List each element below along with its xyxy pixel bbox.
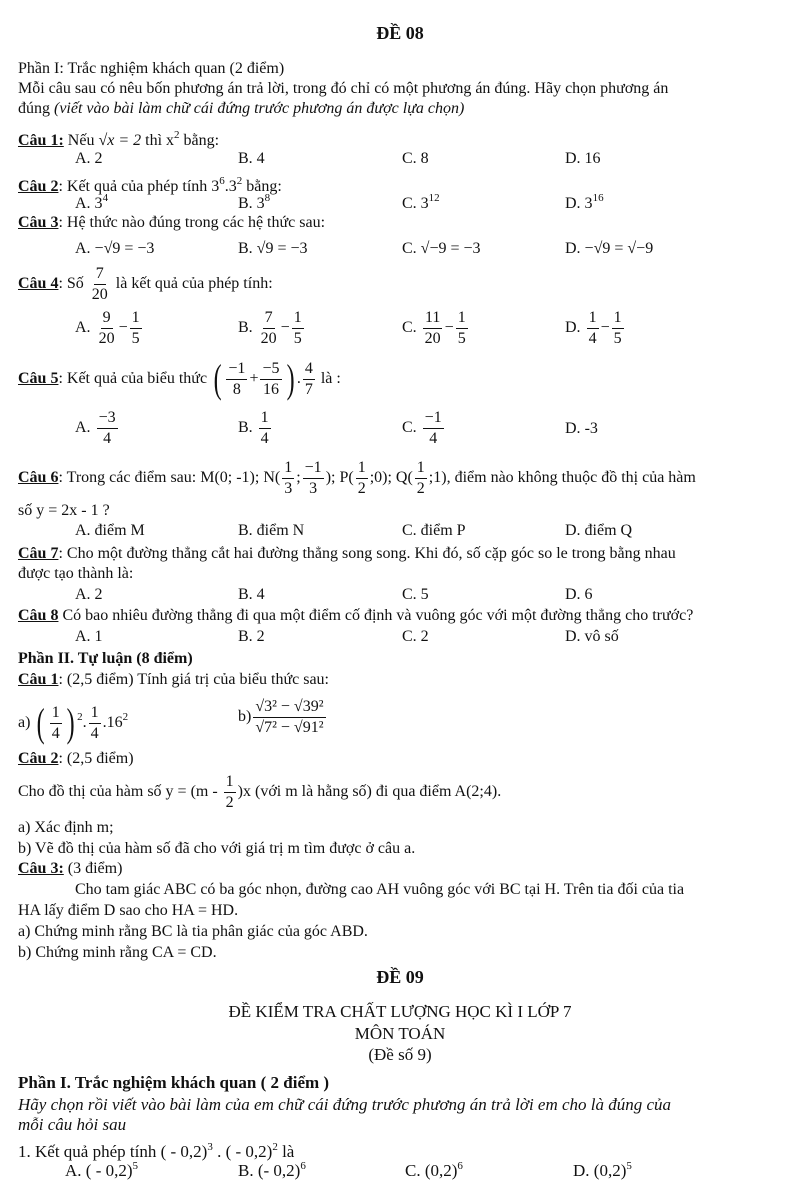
- de09-q1-option-b: B. (- 0,2)$^6$: [238, 1160, 306, 1180]
- q7-option-c: C. 5: [402, 586, 429, 603]
- question-6: Câu 6: Trong các điểm sau: M(0; -1); N( $\frac{1}{3}$ ; $\frac{-1}{3}$ ); P( $\frac{1}{2}$ ;0); Q( $\frac{1}{2}$ ;1), điểm nào không thuộc đồ thị của hàm: [18, 458, 696, 497]
- q2-option-b: B. $3^8$: [238, 192, 271, 212]
- essay-1-part-a: a) ( $\frac{1}{4}$ ) $^2$. $\frac{1}{4}$ $.16^2$: [18, 700, 129, 746]
- q4-option-a: A. $\frac{9}{20}$ − $\frac{1}{5}$: [75, 309, 140, 347]
- part2-heading: Phần II. Tự luận (8 điểm): [18, 650, 193, 667]
- exam-subject: MÔN TOÁN: [354, 1024, 446, 1043]
- q1-option-a: A. 2: [75, 150, 103, 167]
- q3-option-c: C. √−9 = −3: [402, 240, 481, 257]
- q8-option-d: D. vô số: [565, 628, 619, 645]
- de09-part1-heading: Phần I. Trắc nghiệm khách quan ( 2 điểm ): [18, 1073, 330, 1092]
- q8-option-c: C. 2: [402, 628, 429, 645]
- q6-option-a: A. điểm M: [75, 522, 145, 539]
- essay-2-statement: Cho đồ thị của hàm số y = (m - $\frac{1}{2}$ )x (với m là hằng số) đi qua điểm A(2;4).: [18, 773, 502, 811]
- q6-option-d: D. điểm Q: [565, 522, 633, 539]
- q6-option-b: B. điểm N: [238, 522, 305, 539]
- de09-question-1: 1. Kết quả phép tính ( - 0,2)$^3$ . ( - 0,2)$^2$ là: [18, 1141, 295, 1161]
- q3-option-b: B. √9 = −3: [238, 240, 308, 257]
- question-8: Câu 8 Có bao nhiêu đường thẳng đi qua một điểm cố định và vuông góc với một đường thẳng cho trước?: [18, 607, 694, 624]
- q8-option-b: B. 2: [238, 628, 265, 645]
- essay-3-line2: HA lấy điểm D sao cho HA = HD.: [18, 902, 239, 919]
- de09-intro: Hãy chọn rồi viết vào bài làm của em chữ cái đứng trước phương án trả lời em cho là đúng của: [18, 1095, 672, 1114]
- essay-2-part-a: a) Xác định m;: [18, 819, 114, 836]
- q4-option-d: D. $\frac{1}{4}$ − $\frac{1}{5}$: [565, 309, 622, 347]
- q1-option-b: B. 4: [238, 150, 265, 167]
- question-5: Câu 5: Kết quả của biểu thức ( $\frac{-1}{8}$ + $\frac{-5}{16}$ ) . $\frac{4}{7}$ là :: [18, 356, 341, 402]
- exam-title-08: ĐỀ 08: [376, 23, 424, 43]
- de09-intro-cont: mỗi câu hỏi sau: [18, 1115, 127, 1134]
- question-1: Câu 1: Nếu √x = 2 thì $x^2$ bằng:: [18, 129, 220, 149]
- question-3: Câu 3: Hệ thức nào đúng trong các hệ thức sau:: [18, 214, 326, 231]
- part1-intro-cont: đúng (viết vào bài làm chữ cái đứng trước phương án được lựa chọn): [18, 100, 465, 117]
- question-6-cont: số y = 2x - 1 ?: [18, 502, 110, 519]
- essay-1: Câu 1: (2,5 điểm) Tính giá trị của biểu thức sau:: [18, 671, 329, 688]
- q6-option-c: C. điểm P: [402, 522, 466, 539]
- q5-option-b: B. $\frac{1}{4}$: [238, 409, 269, 447]
- exam-title-09: ĐỀ 09: [376, 967, 424, 987]
- question-7: Câu 7: Cho một đường thẳng cắt hai đường thẳng song song. Khi đó, số cặp góc so le trong bằng nhau: [18, 545, 676, 562]
- essay-2: Câu 2: (2,5 điểm): [18, 750, 134, 767]
- q5-option-a: A. $\frac{-3}{4}$: [75, 409, 116, 447]
- q1-option-c: C. 8: [402, 150, 429, 167]
- de09-q1-option-c: C. $(0,2)^6$: [405, 1160, 463, 1180]
- essay-1-part-b: b) $\frac{\text{√3² − √39²}}{\text{√7² − √91²}}$: [238, 697, 324, 736]
- essay-3-line1: Cho tam giác ABC có ba góc nhọn, đường cao AH vuông góc với BC tại H. Trên tia đối của tia: [75, 881, 685, 898]
- q7-option-a: A. 2: [75, 586, 103, 603]
- part1-intro: Mỗi câu sau có nêu bốn phương án trả lời, trong đó chỉ có một phương án đúng. Hãy chọn phương án: [18, 80, 669, 97]
- q8-option-a: A. 1: [75, 628, 103, 645]
- q4-option-b: B. $\frac{7}{20}$ − $\frac{1}{5}$: [238, 309, 302, 347]
- q4-option-c: C. $\frac{11}{20}$ − $\frac{1}{5}$: [402, 309, 466, 347]
- exam-subtitle: ĐỀ KIỂM TRA CHẤT LƯỢNG HỌC KÌ I LỚP 7: [228, 1002, 572, 1021]
- q2-option-d: D. $3^{16}$: [565, 192, 604, 212]
- de09-q1-option-d: D. $(0,2)^5$: [573, 1160, 632, 1180]
- q1-option-d: D. 16: [565, 150, 601, 167]
- q3-option-a: A. −√9 = −3: [75, 240, 155, 257]
- question-7-cont: được tạo thành là:: [18, 565, 134, 582]
- question-4: Câu 4: Số $\frac{7}{20}$ là kết quả của phép tính:: [18, 264, 273, 303]
- essay-3-part-a: a) Chứng minh rằng BC là tia phân giác của góc ABD.: [18, 923, 368, 940]
- q7-option-b: B. 4: [238, 586, 265, 603]
- exam-number: (Đề số 9): [368, 1045, 432, 1064]
- q7-option-d: D. 6: [565, 586, 593, 603]
- q2-option-a: A. $3^4$: [75, 192, 109, 212]
- essay-3-part-b: b) Chứng minh rằng CA = CD.: [18, 944, 217, 961]
- question-2: Câu 2: Kết quả của phép tính $3^6.3^2$ bằng:: [18, 175, 282, 195]
- q3-option-d: D. −√9 = √−9: [565, 240, 654, 257]
- q2-option-c: C. $3^{12}$: [402, 192, 440, 212]
- part1-heading: Phần I: Trắc nghiệm khách quan (2 điểm): [18, 60, 285, 77]
- essay-2-part-b: b) Vẽ đồ thị của hàm số đã cho với giá trị m tìm được ở câu a.: [18, 840, 416, 857]
- de09-q1-option-a: A. ( - 0,2)$^5$: [65, 1160, 139, 1180]
- essay-3: Câu 3: (3 điểm): [18, 860, 123, 877]
- q5-option-d: D. -3: [565, 420, 598, 437]
- q5-option-c: C. $\frac{-1}{4}$: [402, 409, 442, 447]
